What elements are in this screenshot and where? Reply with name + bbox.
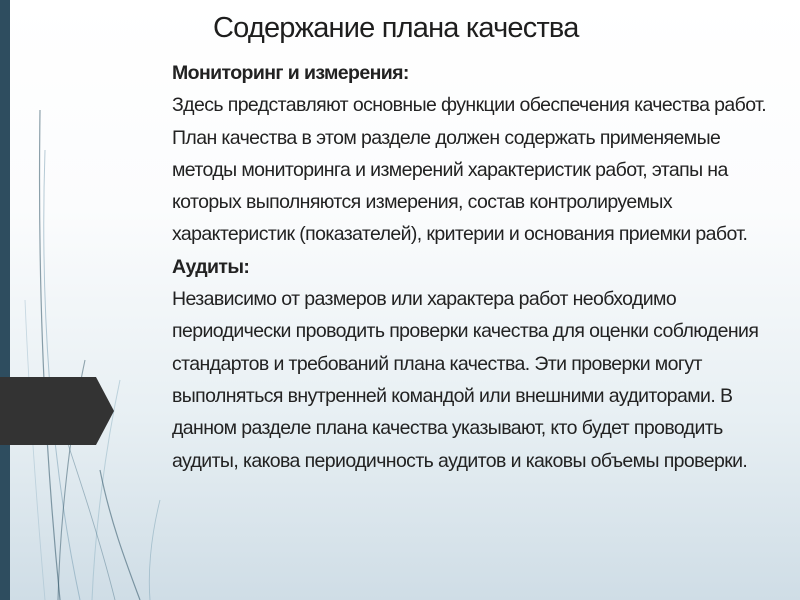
section-heading-audits: Аудиты: [172,255,250,278]
slide-title: Содержание плана качества [213,12,579,44]
slide-content [172,57,772,477]
section-heading-monitoring: Мониторинг и измерения: [172,62,409,84]
section-body-audits: Независимо от размеров или характера работ необходимо периодически проводить проверки качества для оценки соблюдения стандартов и требований плана качества. Эти проверки могут выполняться внутренней командой или внешними аудиторами. В данном разделе плана качества указывают, кто будет проводить аудиты, какова периодичность аудитов и каковы объемы проверки. [172,288,759,472]
section-body-monitoring: Здесь представляют основные функции обеспечения качества работ. План качества в этом разделе должен содержать применяемые методы мониторинга и измерений характеристик работ, этапы на которых выполняются измерения, состав контролируемых характеристик (показателей), критерии и основания приемки работ. [172,94,767,246]
arrow-shape [0,0,120,600]
